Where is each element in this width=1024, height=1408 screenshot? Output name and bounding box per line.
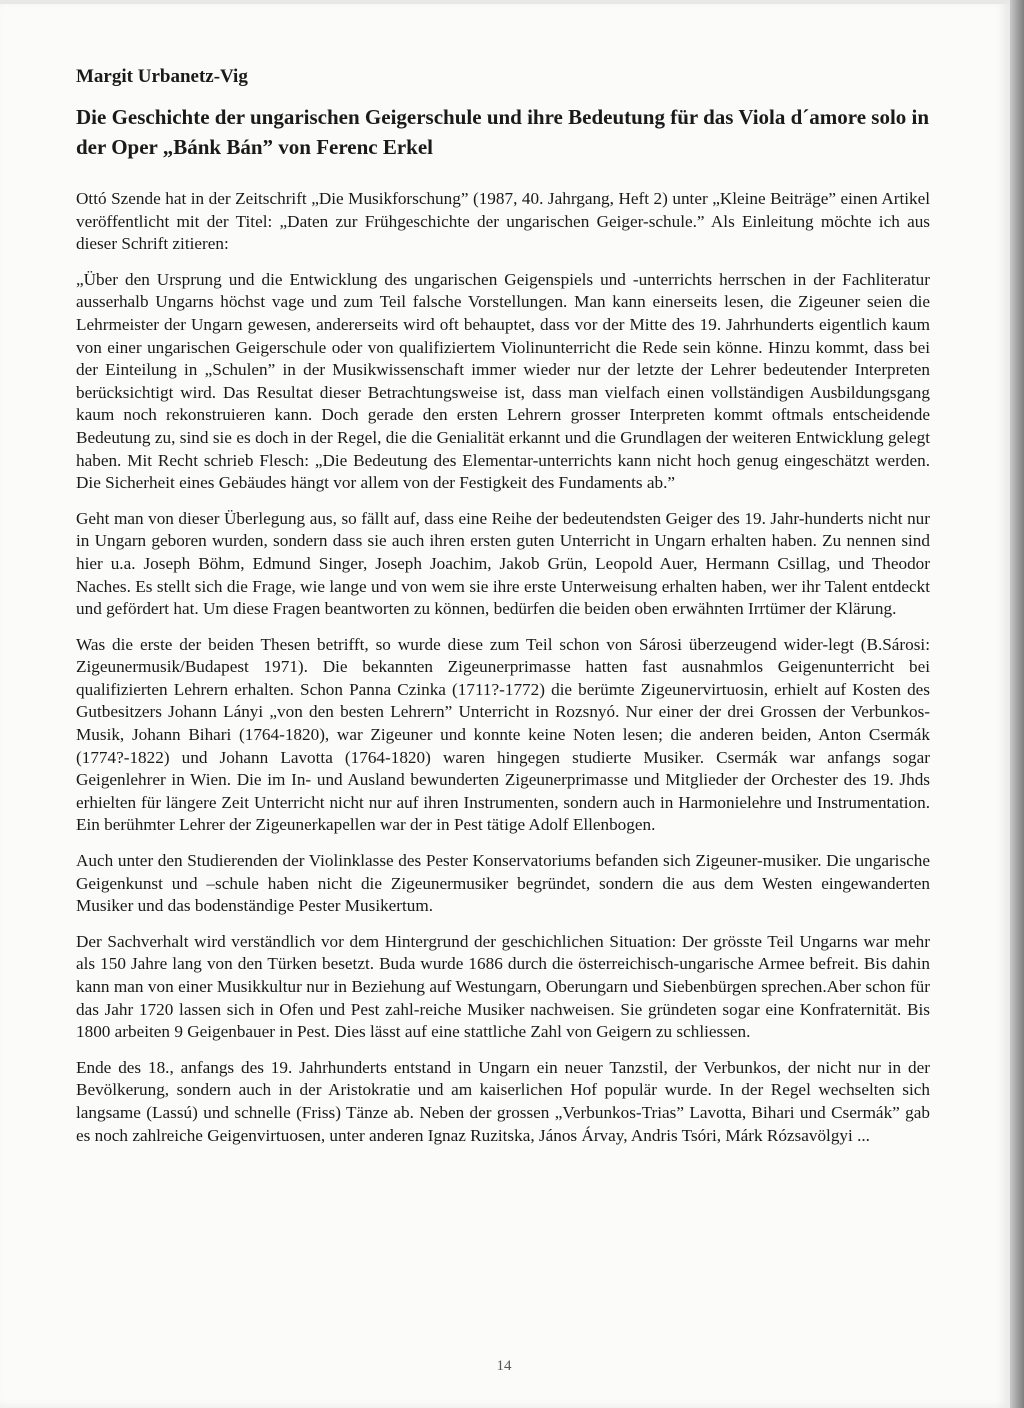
article-title: Die Geschichte der ungarischen Geigerschule und ihre Bedeutung für das Viola d´amore solo in der Oper „Bánk Bán” von Ferenc Erkel: [76, 105, 930, 159]
paragraph-intro: Ottó Szende hat in der Zeitschrift „Die Musikforschung” (1987, 40. Jahrgang, Heft 2) unter „Kleine Beiträge” einen Artikel veröffentlicht mit der Titel: „Daten zur Frühgeschichte der ungarischen Geiger-schule.” Als Einleitung möchte ich aus dieser Schrift zitieren:: [76, 189, 930, 254]
paragraph-history: Der Sachverhalt wird verständlich vor dem Hintergrund der geschichlichen Situation: Der grösste Teil Ungarns war mehr als 150 Jahre lang von den Türken besetzt. Buda wurde 1686 durch die österreichisch-ungarische Armee befreit. Bis dahin kann man von einer Musikkultur nur in Beziehung auf Westungarn, Oberungarn und Siebenbürgen sprechen.Aber schon für das Jahr 1720 lassen sich in Ofen und Pest zahl-reiche Musiker nachweisen. Sie gründeten sogar eine Konfraternität. Bis 1800 arbeiten 9 Geigenbauer in Pest. Dies lässt auf eine stattliche Zahl von Geigern zu schliessen.: [76, 931, 930, 1042]
paragraph-theses: Was die erste der beiden Thesen betrifft, so wurde diese zum Teil schon von Sárosi überzeugend wider-legt (B.Sárosi: Zigeunermusik/Budapest 1971). Die bekannten Zigeunerprimasse hatten fast ausnahmlos Geigenunterricht bei qualifizierten Lehrern erhalten. Schon Panna Czinka (1711?-1772) die berümte Zigeunervirtuosin, erhielt auf Kosten des Gutbesitzers Johann Lányi „von den besten Lehrern” Unterricht in Rozsnyó. Nur einer der drei Grossen der Verbunkos-Musik, Johann Bihari (1764-1820), war Zigeuner und konnte keine Noten lesen; die anderen beiden, Anton Csermák (1774?-1822) und Johann Lavotta (1764-1820) waren hingegen studierte Musiker. Csermák war anfangs sogar Geigenlehrer in Wien. Die im In- und Ausland bewunderten Zigeunerprimasse und Mitglieder der Orchester des 19. Jhds erhielten für längere Zeit Unterricht nicht nur auf ihren Instrumenten, sondern auch in Harmonielehre und Instrumentation. Ein berühmter Lehrer der Zigeunerkapellen war der in Pest tätige Adolf Ellenbogen.: [76, 634, 930, 835]
author-name: Margit Urbanetz-Vig: [76, 66, 248, 87]
article: [76, 64, 930, 1157]
paragraph-verbunkos: Ende des 18., anfangs des 19. Jahrhunderts entstand in Ungarn ein neuer Tanzstil, der Verbunkos, der nicht nur in der Bevölkerung, sondern auch in der Aristokratie und am kaiserlichen Hof populär wurde. In der Regel wechselten sich langsame (Lassú) und schnelle (Friss) Tänze ab. Neben der grossen „Verbunkos-Trias” Lavotta, Bihari und Csermák” gab es noch zahlreiche Geigenvirtuosen, unter anderen Ignaz Ruzitska, János Árvay, Andris Tsóri, Márk Rózsavölgyi ...: [76, 1057, 930, 1145]
page-top-edge: [0, 0, 1010, 4]
paragraph-singers: Geht man von dieser Überlegung aus, so fällt auf, dass eine Reihe der bedeutendsten Geiger des 19. Jahr-hunderts nicht nur in Ungarn geboren wurden, sondern dass sie auch ihren ersten guten Unterricht in Ungarn erhalten haben. Zu nennen sind hier u.a. Joseph Böhm, Edmund Singer, Joseph Joachim, Jakob Grün, Leopold Auer, Hermann Csillag, und Theodor Naches. Es stellt sich die Frage, wie lange und von wem sie ihre erste Unterweisung erhalten haben, wer ihr Talent entdeckt und gefördert hat. Um diese Fragen beantworten zu können, bedürfen die beiden oben erwähnten Irrtümer der Klärung.: [76, 508, 930, 619]
paragraph-quote: „Über den Ursprung und die Entwicklung des ungarischen Geigenspiels und -unterrichts herrschen in der Fachliteratur ausserhalb Ungarns höchst vage und zum Teil falsche Vorstellungen. Man kann einerseits lesen, die Zigeuner seien die Lehrmeister der Ungarn gewesen, andererseits wird oft behauptet, dass vor der Mitte des 19. Jahrhunderts eigentlich kaum von einer ungarischen Geigerschule oder von qualifiziertem Violinunterricht die Rede sein könne. Hinzu kommt, dass bei der Einteilung in „Schulen” in der Musikwissenschaft immer wieder nur der letzte der Lehrer bedeutender Interpreten berücksichtigt wird. Das Resultat dieser Betrachtungsweise ist, dass man vielfach einen vollständigen Ausbildungsgang kaum noch rekonstruieren kann. Doch gerade den ersten Lehrern grosser Interpreten kommt oftmals entscheidende Bedeutung zu, sind sie es doch in der Regel, die die Genialität erkannt und die Grundlagen der weiteren Entwicklung gelegt haben. Mit Recht schrieb Flesch: „Die Bedeutung des Elementar-unterrichts kann nicht hoch genug eingeschätzt werden. Die Sicherheit eines Gebäudes hängt vor allem von der Festigkeit des Fundaments ab.”: [76, 269, 930, 493]
page-number: 14: [496, 1358, 512, 1374]
paragraph-conservatory: Auch unter den Studierenden der Violinklasse des Pester Konservatoriums befanden sich Zigeuner-musiker. Die ungarische Geigenkunst und –schule haben nicht die Zigeunermusiker begründet, sondern die aus dem Westen eingewanderten Musiker und das bodenständige Pester Musikertum.: [76, 851, 930, 916]
scan-edge-shadow: [1010, 0, 1024, 1408]
